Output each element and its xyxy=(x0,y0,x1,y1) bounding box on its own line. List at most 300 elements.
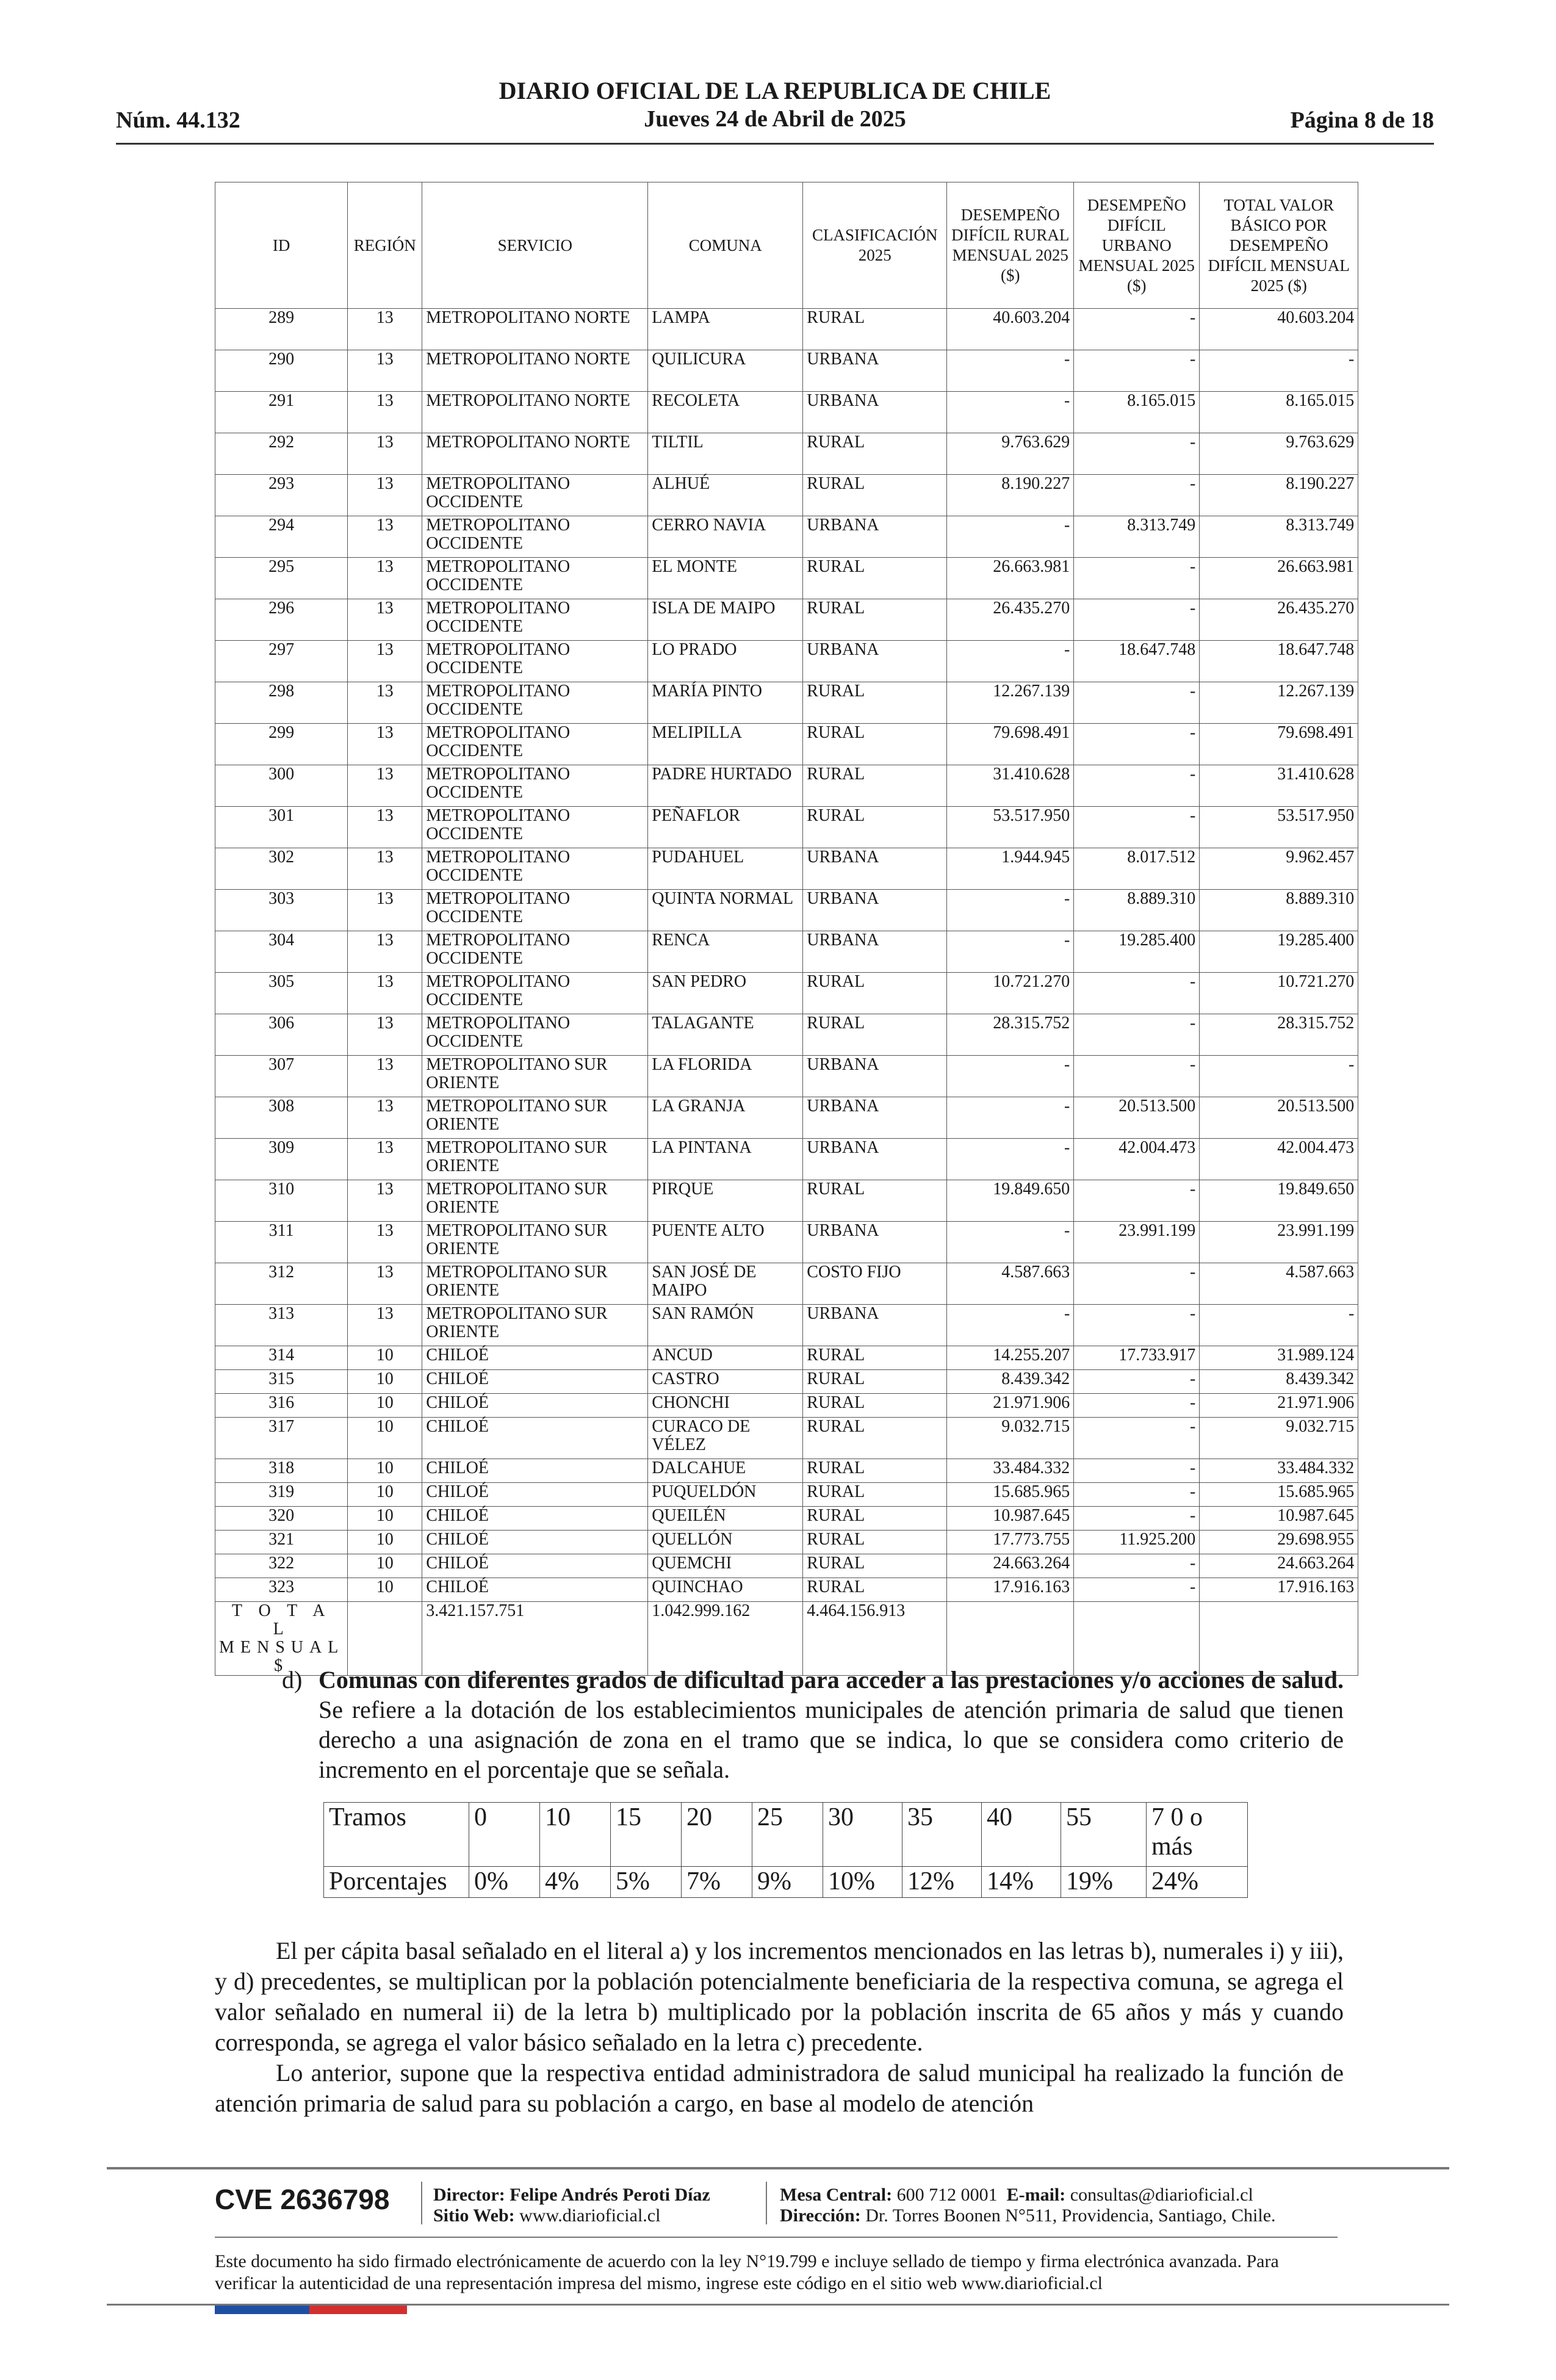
table-row xyxy=(215,1554,1358,1578)
cell-comuna: PUENTE ALTO xyxy=(648,1222,803,1263)
porcentaje-value: 0% xyxy=(469,1867,540,1898)
cell-clasificacion: RURAL xyxy=(803,1507,947,1531)
publication-title: DIARIO OFICIAL DE LA REPUBLICA DE CHILE xyxy=(499,77,1051,104)
cell-rural: - xyxy=(947,1056,1074,1097)
tramo-value: 40 xyxy=(982,1803,1061,1867)
cell-servicio: METROPOLITANO SUR ORIENTE xyxy=(422,1056,648,1097)
cell-urbano: 11.925.200 xyxy=(1074,1531,1200,1554)
cell-clasificacion: RURAL xyxy=(803,1578,947,1602)
cell-urbano: - xyxy=(1074,558,1200,599)
cell-clasificacion: RURAL xyxy=(803,682,947,724)
cell-rural: - xyxy=(947,890,1074,931)
cell-region: 13 xyxy=(348,1305,422,1346)
cell-clasificacion: URBANA xyxy=(803,1139,947,1180)
cell-region: 13 xyxy=(348,765,422,807)
cell-rural: 28.315.752 xyxy=(947,1014,1074,1056)
cell-urbano: - xyxy=(1074,1056,1200,1097)
col-header-region: REGIÓN xyxy=(348,182,422,309)
cell-rural: - xyxy=(947,516,1074,558)
email-link[interactable]: consultas@diarioficial.cl xyxy=(1070,2185,1253,2205)
issue-number: Núm. 44.132 xyxy=(116,107,240,133)
cell-clasificacion: RURAL xyxy=(803,1483,947,1507)
mesa-label: Mesa Central: xyxy=(780,2185,893,2205)
col-header-rural: DESEMPEÑO DIFÍCIL RURAL MENSUAL 2025 ($) xyxy=(947,182,1074,309)
table-row xyxy=(215,765,1358,807)
cell-region: 13 xyxy=(348,1222,422,1263)
cell-urbano: 20.513.500 xyxy=(1074,1097,1200,1139)
cell-total: 79.698.491 xyxy=(1200,724,1358,765)
cell-urbano: - xyxy=(1074,765,1200,807)
cell-urbano: - xyxy=(1074,1014,1200,1056)
cell-total: 9.962.457 xyxy=(1200,848,1358,890)
tramos-table xyxy=(323,1802,1248,1898)
cell-rural: 31.410.628 xyxy=(947,765,1074,807)
cell-clasificacion: RURAL xyxy=(803,1180,947,1222)
cell-total: 20.513.500 xyxy=(1200,1097,1358,1139)
cell-clasificacion: RURAL xyxy=(803,599,947,641)
cell-id: 299 xyxy=(215,724,348,765)
cell-total: 8.889.310 xyxy=(1200,890,1358,931)
cell-urbano: - xyxy=(1074,1370,1200,1394)
cell-urbano: - xyxy=(1074,599,1200,641)
footer-top-rule xyxy=(107,2167,1449,2169)
cell-total: 4.587.663 xyxy=(1200,1263,1358,1305)
cell-total: 10.721.270 xyxy=(1200,973,1358,1014)
table-row xyxy=(215,599,1358,641)
cell-total: 15.685.965 xyxy=(1200,1483,1358,1507)
table-row xyxy=(215,1418,1358,1459)
col-header-comuna: COMUNA xyxy=(648,182,803,309)
cell-id: 314 xyxy=(215,1346,348,1370)
cell-clasificacion: RURAL xyxy=(803,475,947,516)
cell-region: 13 xyxy=(348,973,422,1014)
cve-code: CVE 2636798 xyxy=(215,2183,390,2215)
table-row xyxy=(215,1394,1358,1418)
cell-servicio: METROPOLITANO OCCIDENTE xyxy=(422,599,648,641)
table-row xyxy=(215,1459,1358,1483)
cell-servicio: METROPOLITANO OCCIDENTE xyxy=(422,475,648,516)
cell-rural: - xyxy=(947,931,1074,973)
cell-id: 317 xyxy=(215,1418,348,1459)
cell-rural: 19.849.650 xyxy=(947,1180,1074,1222)
cell-rural: - xyxy=(947,392,1074,433)
porcentajes-row xyxy=(324,1867,1248,1898)
cell-total: 12.267.139 xyxy=(1200,682,1358,724)
cell-clasificacion: RURAL xyxy=(803,973,947,1014)
cell-region: 10 xyxy=(348,1394,422,1418)
porcentaje-value: 7% xyxy=(682,1867,752,1898)
cell-id: 323 xyxy=(215,1578,348,1602)
cell-region: 13 xyxy=(348,309,422,350)
table-row xyxy=(215,1346,1358,1370)
table-row xyxy=(215,1056,1358,1097)
cell-total: 19.285.400 xyxy=(1200,931,1358,973)
cell-id: 311 xyxy=(215,1222,348,1263)
cell-urbano: - xyxy=(1074,1263,1200,1305)
table-row xyxy=(215,1014,1358,1056)
footer-separator xyxy=(421,2182,422,2224)
col-header-total: TOTAL VALOR BÁSICO POR DESEMPEÑO DIFÍCIL MENSUAL 2025 ($) xyxy=(1200,182,1358,309)
address-value: Dr. Torres Boonen N°511, Providencia, Santiago, Chile. xyxy=(865,2205,1276,2226)
cell-comuna: PUDAHUEL xyxy=(648,848,803,890)
cell-servicio: METROPOLITANO OCCIDENTE xyxy=(422,682,648,724)
cell-clasificacion: URBANA xyxy=(803,1097,947,1139)
col-header-id: ID xyxy=(215,182,348,309)
cell-rural: 79.698.491 xyxy=(947,724,1074,765)
cell-clasificacion: URBANA xyxy=(803,890,947,931)
total-clasificacion-value: 4.464.156.913 xyxy=(803,1602,947,1676)
cell-region: 10 xyxy=(348,1346,422,1370)
cell-id: 302 xyxy=(215,848,348,890)
cell-comuna: ISLA DE MAIPO xyxy=(648,599,803,641)
cell-comuna: LAMPA xyxy=(648,309,803,350)
cell-servicio: CHILOÉ xyxy=(422,1531,648,1554)
cell-comuna: QUILICURA xyxy=(648,350,803,392)
cell-comuna: SAN JOSÉ DE MAIPO xyxy=(648,1263,803,1305)
cell-total: 19.849.650 xyxy=(1200,1180,1358,1222)
col-header-urbano: DESEMPEÑO DIFÍCIL URBANO MENSUAL 2025 ($) xyxy=(1074,182,1200,309)
table-row xyxy=(215,475,1358,516)
porcentaje-value: 9% xyxy=(752,1867,823,1898)
cell-total: 40.603.204 xyxy=(1200,309,1358,350)
cell-total: 42.004.473 xyxy=(1200,1139,1358,1180)
cell-region: 13 xyxy=(348,1056,422,1097)
cell-id: 297 xyxy=(215,641,348,682)
address-label: Dirección: xyxy=(780,2205,861,2226)
cell-rural: - xyxy=(947,1222,1074,1263)
cell-clasificacion: RURAL xyxy=(803,1346,947,1370)
cell-clasificacion: URBANA xyxy=(803,1222,947,1263)
table-row xyxy=(215,724,1358,765)
director-label: Director: xyxy=(433,2185,505,2205)
porcentaje-value: 19% xyxy=(1061,1867,1147,1898)
section-d-text: Se refiere a la dotación de los establecimientos municipales de atención primaria de salud que tienen derecho a una asignación de zona en el tramo que se indica, lo que se considera como criterio de incremento en el porcentaje que se señala. xyxy=(319,1696,1344,1783)
cell-comuna: RECOLETA xyxy=(648,392,803,433)
cell-rural: - xyxy=(947,1139,1074,1180)
cell-comuna: CURACO DE VÉLEZ xyxy=(648,1418,803,1459)
cell-id: 303 xyxy=(215,890,348,931)
cell-servicio: METROPOLITANO NORTE xyxy=(422,392,648,433)
table-row xyxy=(215,1139,1358,1180)
section-d xyxy=(282,1665,1344,1784)
cell-region: 13 xyxy=(348,890,422,931)
table-row xyxy=(215,1305,1358,1346)
cell-id: 292 xyxy=(215,433,348,475)
cell-servicio: CHILOÉ xyxy=(422,1370,648,1394)
cell-region: 13 xyxy=(348,350,422,392)
publication-date: Jueves 24 de Abril de 2025 xyxy=(644,106,906,132)
cell-rural: 10.987.645 xyxy=(947,1507,1074,1531)
cell-comuna: LA GRANJA xyxy=(648,1097,803,1139)
valor-basico-table xyxy=(215,182,1358,1676)
header-divider xyxy=(116,143,1434,145)
web-label: Sitio Web: xyxy=(433,2205,515,2226)
cell-comuna: QUELLÓN xyxy=(648,1531,803,1554)
web-link[interactable]: www.diarioficial.cl xyxy=(519,2205,661,2226)
cell-total: 24.663.264 xyxy=(1200,1554,1358,1578)
cell-clasificacion: COSTO FIJO xyxy=(803,1263,947,1305)
cell-id: 307 xyxy=(215,1056,348,1097)
cell-urbano: 8.313.749 xyxy=(1074,516,1200,558)
total-comuna-value: 1.042.999.162 xyxy=(648,1602,803,1676)
cell-rural: 14.255.207 xyxy=(947,1346,1074,1370)
cell-id: 298 xyxy=(215,682,348,724)
cell-urbano: 8.017.512 xyxy=(1074,848,1200,890)
cell-total: 53.517.950 xyxy=(1200,807,1358,848)
cell-region: 13 xyxy=(348,1097,422,1139)
cell-id: 316 xyxy=(215,1394,348,1418)
cell-servicio: CHILOÉ xyxy=(422,1346,648,1370)
cell-total: 29.698.955 xyxy=(1200,1531,1358,1554)
cell-region: 13 xyxy=(348,1180,422,1222)
cell-comuna: TILTIL xyxy=(648,433,803,475)
cell-total: - xyxy=(1200,1305,1358,1346)
cell-rural: 15.685.965 xyxy=(947,1483,1074,1507)
cell-comuna: CHONCHI xyxy=(648,1394,803,1418)
cell-rural: 4.587.663 xyxy=(947,1263,1074,1305)
cell-urbano: - xyxy=(1074,350,1200,392)
tramo-value: 15 xyxy=(611,1803,682,1867)
cell-id: 312 xyxy=(215,1263,348,1305)
cell-id: 318 xyxy=(215,1459,348,1483)
cell-comuna: DALCAHUE xyxy=(648,1459,803,1483)
cell-region: 13 xyxy=(348,848,422,890)
cell-comuna: CERRO NAVIA xyxy=(648,516,803,558)
section-letter: d) xyxy=(282,1666,303,1693)
cell-total: 8.190.227 xyxy=(1200,475,1358,516)
cell-id: 322 xyxy=(215,1554,348,1578)
cell-comuna: RENCA xyxy=(648,931,803,973)
cell-rural: 40.603.204 xyxy=(947,309,1074,350)
cell-urbano: - xyxy=(1074,1483,1200,1507)
cell-total: 8.165.015 xyxy=(1200,392,1358,433)
cell-comuna: LO PRADO xyxy=(648,641,803,682)
table-row xyxy=(215,973,1358,1014)
cell-clasificacion: URBANA xyxy=(803,350,947,392)
cell-urbano: - xyxy=(1074,1578,1200,1602)
cell-region: 10 xyxy=(348,1370,422,1394)
table-row xyxy=(215,392,1358,433)
cell-rural: 26.663.981 xyxy=(947,558,1074,599)
footer-separator xyxy=(766,2182,767,2224)
cell-clasificacion: RURAL xyxy=(803,1394,947,1418)
cell-servicio: METROPOLITANO OCCIDENTE xyxy=(422,724,648,765)
cell-region: 10 xyxy=(348,1507,422,1531)
cell-region: 13 xyxy=(348,807,422,848)
cell-servicio: METROPOLITANO NORTE xyxy=(422,309,648,350)
cell-clasificacion: RURAL xyxy=(803,1418,947,1459)
cell-comuna: ANCUD xyxy=(648,1346,803,1370)
cell-clasificacion: URBANA xyxy=(803,1056,947,1097)
table-row xyxy=(215,682,1358,724)
cell-servicio: METROPOLITANO NORTE xyxy=(422,350,648,392)
total-label: T O T A L MENSUAL $ xyxy=(215,1602,348,1676)
cell-comuna: CASTRO xyxy=(648,1370,803,1394)
cell-servicio: CHILOÉ xyxy=(422,1418,648,1459)
cell-servicio: METROPOLITANO OCCIDENTE xyxy=(422,848,648,890)
cell-region: 13 xyxy=(348,1014,422,1056)
cell-clasificacion: RURAL xyxy=(803,1459,947,1483)
cell-urbano: - xyxy=(1074,682,1200,724)
cell-region: 13 xyxy=(348,724,422,765)
cell-region: 13 xyxy=(348,682,422,724)
cell-rural: 21.971.906 xyxy=(947,1394,1074,1418)
cell-id: 301 xyxy=(215,807,348,848)
cell-comuna: MARÍA PINTO xyxy=(648,682,803,724)
cell-servicio: METROPOLITANO SUR ORIENTE xyxy=(422,1180,648,1222)
table-row xyxy=(215,1531,1358,1554)
cell-servicio: METROPOLITANO SUR ORIENTE xyxy=(422,1139,648,1180)
cell-id: 313 xyxy=(215,1305,348,1346)
cell-id: 293 xyxy=(215,475,348,516)
cell-rural: 26.435.270 xyxy=(947,599,1074,641)
cell-urbano: 19.285.400 xyxy=(1074,931,1200,973)
cell-servicio: METROPOLITANO NORTE xyxy=(422,433,648,475)
cell-rural: 8.439.342 xyxy=(947,1370,1074,1394)
cell-id: 308 xyxy=(215,1097,348,1139)
cell-clasificacion: RURAL xyxy=(803,1531,947,1554)
cell-urbano: 18.647.748 xyxy=(1074,641,1200,682)
cell-id: 295 xyxy=(215,558,348,599)
cell-region: 10 xyxy=(348,1578,422,1602)
cell-urbano: 42.004.473 xyxy=(1074,1139,1200,1180)
cell-urbano: - xyxy=(1074,1459,1200,1483)
cell-clasificacion: RURAL xyxy=(803,765,947,807)
cell-region: 13 xyxy=(348,516,422,558)
cell-urbano: - xyxy=(1074,433,1200,475)
cell-id: 304 xyxy=(215,931,348,973)
footer-contact-block xyxy=(780,2185,1276,2226)
cell-servicio: CHILOÉ xyxy=(422,1483,648,1507)
cell-region: 10 xyxy=(348,1483,422,1507)
cell-servicio: CHILOÉ xyxy=(422,1459,648,1483)
body-paragraph-2: Lo anterior, supone que la respectiva entidad administradora de salud municipal ha realizado la función de atención primaria de salud para su población a cargo, en base al modelo de atención xyxy=(215,2059,1344,2117)
porcentaje-value: 24% xyxy=(1147,1867,1248,1898)
tramo-value: 30 xyxy=(823,1803,902,1867)
table-row xyxy=(215,931,1358,973)
cell-id: 310 xyxy=(215,1180,348,1222)
cell-servicio: CHILOÉ xyxy=(422,1394,648,1418)
cell-comuna: TALAGANTE xyxy=(648,1014,803,1056)
porcentaje-value: 14% xyxy=(982,1867,1061,1898)
cell-region: 13 xyxy=(348,558,422,599)
cell-servicio: METROPOLITANO OCCIDENTE xyxy=(422,890,648,931)
cell-clasificacion: RURAL xyxy=(803,309,947,350)
cell-total: - xyxy=(1200,350,1358,392)
cell-servicio: METROPOLITANO OCCIDENTE xyxy=(422,807,648,848)
cell-region: 13 xyxy=(348,641,422,682)
table-row xyxy=(215,641,1358,682)
cell-comuna: LA FLORIDA xyxy=(648,1056,803,1097)
table-row xyxy=(215,848,1358,890)
cell-clasificacion: RURAL xyxy=(803,1014,947,1056)
porcentaje-value: 5% xyxy=(611,1867,682,1898)
cell-id: 290 xyxy=(215,350,348,392)
cell-total: 26.663.981 xyxy=(1200,558,1358,599)
table-row xyxy=(215,1507,1358,1531)
cell-id: 320 xyxy=(215,1507,348,1531)
cell-region: 13 xyxy=(348,1263,422,1305)
cell-urbano: - xyxy=(1074,807,1200,848)
cell-urbano: 17.733.917 xyxy=(1074,1346,1200,1370)
cell-urbano: - xyxy=(1074,1418,1200,1459)
cell-total: 9.763.629 xyxy=(1200,433,1358,475)
tramo-value: 7 0 o más xyxy=(1147,1803,1248,1867)
cell-servicio: METROPOLITANO SUR ORIENTE xyxy=(422,1263,648,1305)
cell-comuna: PEÑAFLOR xyxy=(648,807,803,848)
tramos-row xyxy=(324,1803,1248,1867)
cell-comuna: PIRQUE xyxy=(648,1180,803,1222)
flag-stripe-red xyxy=(309,2306,407,2314)
cell-rural: - xyxy=(947,1097,1074,1139)
cell-comuna: ALHUÉ xyxy=(648,475,803,516)
cell-rural: - xyxy=(947,1305,1074,1346)
cell-servicio: METROPOLITANO SUR ORIENTE xyxy=(422,1305,648,1346)
cell-rural: 33.484.332 xyxy=(947,1459,1074,1483)
cell-servicio: METROPOLITANO OCCIDENTE xyxy=(422,1014,648,1056)
tramo-value: 35 xyxy=(902,1803,982,1867)
cell-rural: 9.032.715 xyxy=(947,1418,1074,1459)
cell-rural: 17.916.163 xyxy=(947,1578,1074,1602)
cell-total: 31.410.628 xyxy=(1200,765,1358,807)
cell-clasificacion: URBANA xyxy=(803,392,947,433)
porcentaje-value: 12% xyxy=(902,1867,982,1898)
cell-rural: - xyxy=(947,641,1074,682)
table-row xyxy=(215,807,1358,848)
cell-region: 13 xyxy=(348,475,422,516)
cell-region: 13 xyxy=(348,392,422,433)
cell-id: 309 xyxy=(215,1139,348,1180)
cell-clasificacion: RURAL xyxy=(803,724,947,765)
cell-clasificacion: URBANA xyxy=(803,641,947,682)
cell-servicio: CHILOÉ xyxy=(422,1507,648,1531)
cell-urbano: - xyxy=(1074,1554,1200,1578)
cell-rural: 9.763.629 xyxy=(947,433,1074,475)
tramos-label: Tramos xyxy=(324,1803,469,1867)
cell-servicio: METROPOLITANO SUR ORIENTE xyxy=(422,1222,648,1263)
page-indicator: Página 8 de 18 xyxy=(1290,107,1434,133)
table-row xyxy=(215,350,1358,392)
cell-id: 291 xyxy=(215,392,348,433)
cell-rural: 12.267.139 xyxy=(947,682,1074,724)
tramo-value: 20 xyxy=(682,1803,752,1867)
table-row xyxy=(215,309,1358,350)
cell-clasificacion: URBANA xyxy=(803,516,947,558)
tramo-value: 10 xyxy=(540,1803,611,1867)
page-header xyxy=(116,76,1434,145)
cell-total: 18.647.748 xyxy=(1200,641,1358,682)
cell-id: 321 xyxy=(215,1531,348,1554)
cell-urbano: - xyxy=(1074,973,1200,1014)
cell-urbano: - xyxy=(1074,724,1200,765)
cell-servicio: METROPOLITANO OCCIDENTE xyxy=(422,516,648,558)
tramo-value: 25 xyxy=(752,1803,823,1867)
cell-urbano: - xyxy=(1074,1394,1200,1418)
cell-urbano: 8.889.310 xyxy=(1074,890,1200,931)
cell-comuna: LA PINTANA xyxy=(648,1139,803,1180)
cell-region: 13 xyxy=(348,1139,422,1180)
col-header-servicio: SERVICIO xyxy=(422,182,648,309)
cell-total: 33.484.332 xyxy=(1200,1459,1358,1483)
cell-servicio: METROPOLITANO OCCIDENTE xyxy=(422,558,648,599)
cell-id: 300 xyxy=(215,765,348,807)
body-paragraph-1: El per cápita basal señalado en el literal a) y los incrementos mencionados en las letras b), numerales i) y iii), y d) precedentes, se multiplican por la población potencialmente beneficiaria de la respectiva comuna, se agrega el valor señalado en numeral ii) de la letra b) multiplicado por la población inscrita de 65 años y más y cuando corresponda, se agrega el valor básico señalado en la letra c) precedente. xyxy=(215,1937,1344,2056)
table-row xyxy=(215,1578,1358,1602)
cell-urbano: - xyxy=(1074,1180,1200,1222)
table-row xyxy=(215,1097,1358,1139)
cell-urbano: - xyxy=(1074,1507,1200,1531)
signature-note: Este documento ha sido firmado electrónicamente de acuerdo con la ley N°19.799 e incluye sellado de tiempo y firma electrónica avanzada. Para verificar la autenticidad de una representación impresa del mismo, ingrese este código en el sitio web www.diarioficial.cl xyxy=(215,2251,1279,2293)
